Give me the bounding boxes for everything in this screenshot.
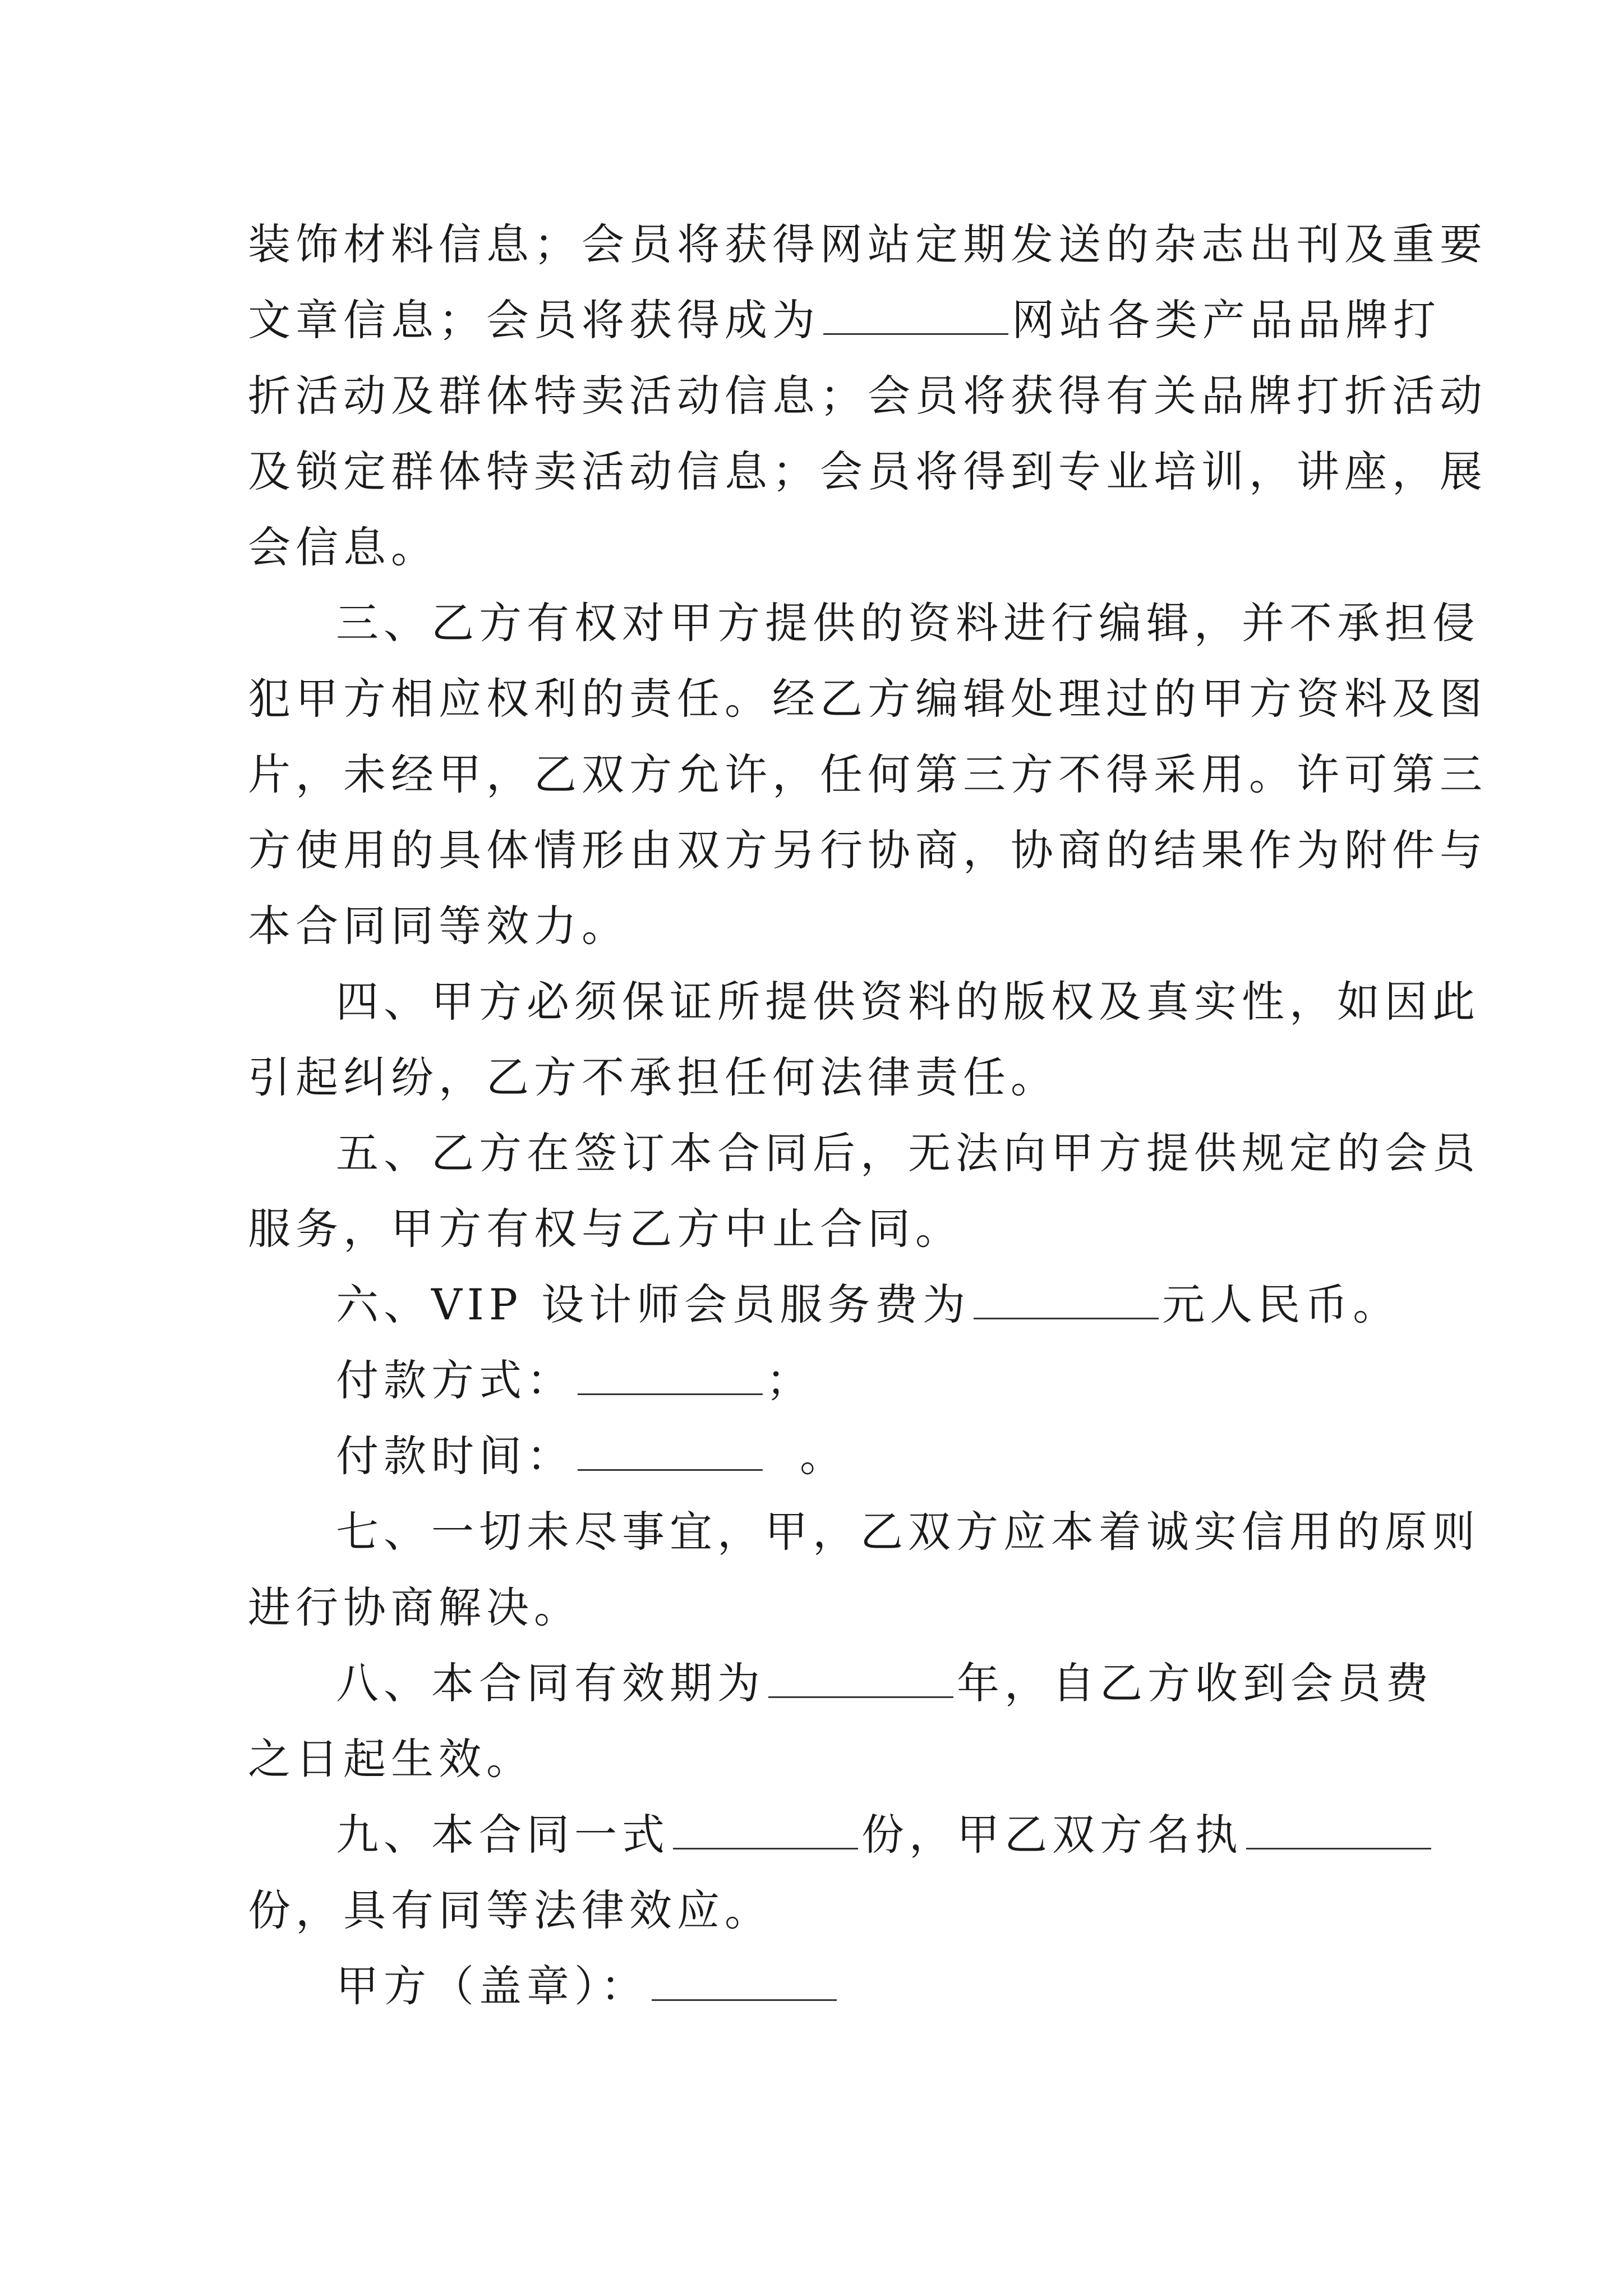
payment-time-line: [248, 1418, 1375, 1494]
clause-8-line: [248, 1645, 1433, 1721]
payment-method-line: [248, 1342, 1375, 1418]
fill-in-blank-fee: [974, 1277, 1159, 1319]
text-segment: 六、VIP 设计师会员服务费为: [336, 1280, 971, 1329]
fill-in-blank-party-a-seal: [652, 1959, 837, 2001]
text-line: [248, 282, 1441, 358]
clause-7-line: 进行协商解决。: [248, 1582, 582, 1632]
clause-4-line: 引起纠纷，乙方不承担任何法律责任。: [248, 1052, 1058, 1102]
payment-time-label: 付款时间：: [336, 1431, 574, 1481]
text-line: 会信息。: [248, 522, 439, 572]
text-segment: 九、本合同一式: [336, 1810, 670, 1860]
text-segment: ；: [766, 1355, 814, 1405]
contract-body: [248, 206, 1487, 2024]
clause-8-line: 之日起生效。: [248, 1734, 534, 1784]
text-segment: 。: [800, 1431, 847, 1481]
fill-in-blank-payment-method: [578, 1353, 763, 1395]
text-line: 及锁定群体特卖活动信息；会员将得到专业培训，讲座，展: [248, 447, 1487, 496]
text-segment: 年，自乙方收到会员费: [957, 1658, 1433, 1708]
clause-9-line: [248, 1797, 1375, 1872]
text-segment: 网站各类产品品牌打: [1012, 295, 1441, 345]
text-segment: 文章信息；会员将获得成为: [248, 295, 820, 345]
clause-7-line: 七、一切未尽事宜，甲，乙双方应本着诚实信用的原则: [336, 1507, 1480, 1557]
fill-in-blank-payment-time: [578, 1429, 763, 1471]
fill-in-blank-website: [823, 293, 1008, 335]
fill-in-blank-validity-years: [768, 1656, 953, 1698]
clause-3-line: 犯甲方相应权利的责任。经乙方编辑处理过的甲方资料及图: [248, 674, 1487, 724]
text-segment: 八、本合同有效期为: [336, 1658, 765, 1708]
party-a-signature-line: [248, 1948, 1375, 2024]
clause-9-line: 份，具有同等法律效应。: [248, 1885, 772, 1935]
clause-5-line: 服务，甲方有权与乙方中止合同。: [248, 1204, 963, 1254]
clause-3-line: 方使用的具体情形由双方另行协商，协商的结果作为附件与: [248, 825, 1487, 875]
fill-in-blank-copies: [673, 1807, 858, 1849]
text-segment: 份，甲乙双方名执: [861, 1810, 1243, 1860]
clause-5-line: 五、乙方在签订本合同后，无法向甲方提供规定的会员: [336, 1128, 1480, 1178]
text-segment: 元人民币。: [1162, 1280, 1401, 1329]
payment-method-label: 付款方式：: [336, 1355, 574, 1405]
clause-3-line: 三、乙方有权对甲方提供的资料进行编辑，并不承担侵: [336, 598, 1480, 648]
clause-4-line: 四、甲方必须保证所提供资料的版权及真实性，如因此: [336, 977, 1480, 1027]
text-line: 装饰材料信息；会员将获得网站定期发送的杂志出刊及重要: [248, 219, 1487, 269]
clause-3-line: 本合同同等效力。: [248, 901, 629, 951]
clause-3-line: 片，未经甲，乙双方允许，任何第三方不得采用。许可第三: [248, 749, 1487, 799]
party-a-label: 甲方（盖章）：: [336, 1961, 648, 2011]
fill-in-blank-copies-each: [1246, 1807, 1431, 1849]
text-line: 折活动及群体特卖活动信息；会员将获得有关品牌打折活动: [248, 371, 1487, 421]
clause-6-line: [248, 1267, 1401, 1342]
